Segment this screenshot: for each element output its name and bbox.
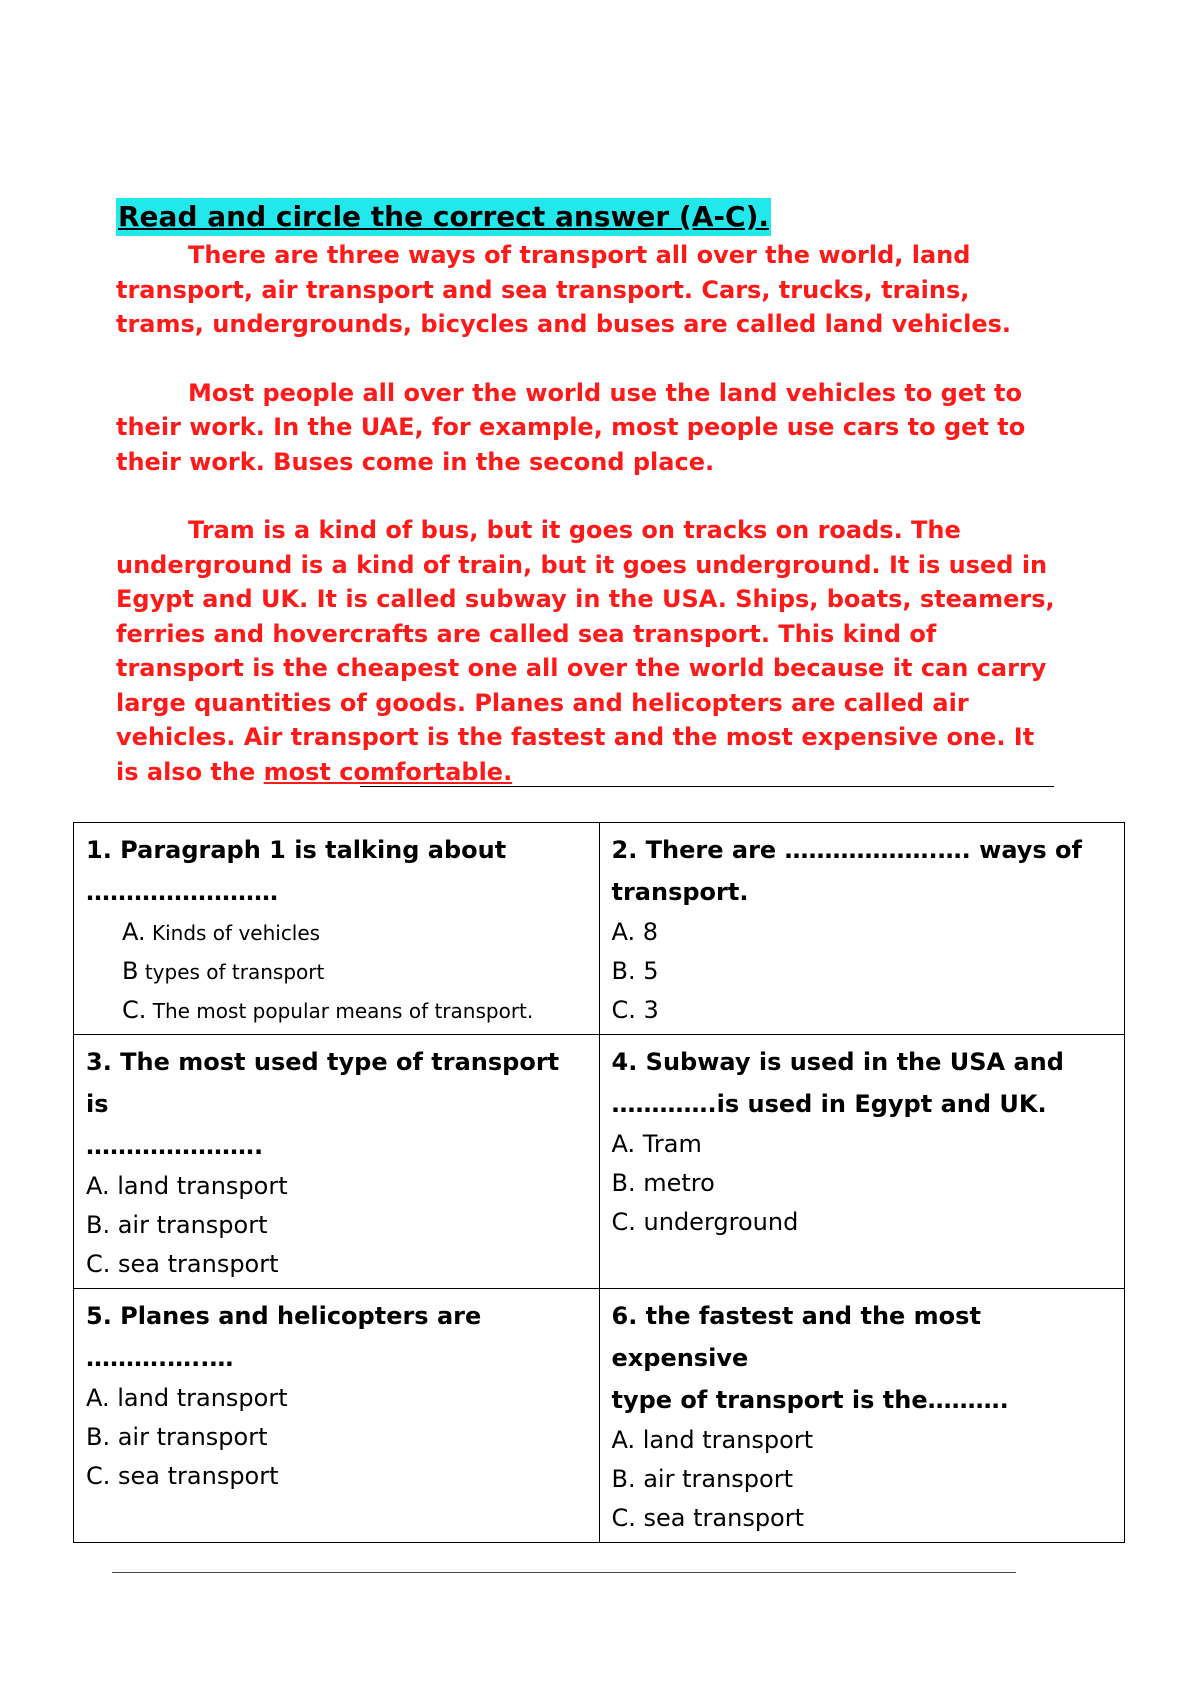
question-5-option-c[interactable]: C. sea transport	[86, 1462, 279, 1490]
question-4-stem: 4. Subway is used in the USA and	[611, 1048, 1064, 1076]
worksheet-heading: Read and circle the correct answer (A-C).	[116, 198, 771, 236]
question-6-cell	[599, 1289, 1125, 1543]
question-6-stem-line-2: type of transport is the……….	[611, 1386, 1009, 1414]
question-2-stem-line-2: transport.	[611, 878, 749, 906]
questions-row-3	[74, 1289, 1125, 1543]
option-text: Kinds of vehicles	[151, 921, 321, 945]
questions-row-2	[74, 1035, 1125, 1289]
question-2-stem-part-1: 2. There are	[611, 836, 777, 864]
question-1-cell	[74, 823, 600, 1035]
passage-paragraph-1: There are three ways of transport all over the world, land transport, air transport and sea transport. Cars, trucks, trains, trams, undergrounds, bicycles and buses are called land vehicles.	[116, 241, 1012, 338]
question-3-option-a[interactable]: A. land transport	[86, 1172, 288, 1200]
question-2-option-c[interactable]: C. 3	[611, 996, 659, 1024]
passage-paragraph-3-end: most comfortable.	[263, 757, 513, 786]
question-3-stem: 3. The most used type of transport is	[86, 1048, 560, 1118]
question-6-option-b[interactable]: B. air transport	[611, 1465, 793, 1493]
question-3-blank: ………………….	[86, 1132, 264, 1160]
question-3-cell	[74, 1035, 600, 1289]
option-text: The most popular means of transport.	[152, 999, 534, 1023]
question-5-blank: ……….…..…	[86, 1344, 234, 1372]
question-1-option-b[interactable]	[86, 952, 587, 991]
question-6-option-a[interactable]: A. land transport	[611, 1426, 814, 1454]
question-4-option-b[interactable]: B. metro	[611, 1169, 715, 1197]
option-letter: B	[122, 957, 139, 985]
question-1-option-a[interactable]	[86, 913, 587, 952]
questions-row-1	[74, 823, 1125, 1035]
question-5-option-b[interactable]: B. air transport	[86, 1423, 268, 1451]
question-5-cell	[74, 1289, 600, 1543]
question-2-stem-part-2: ways of	[979, 836, 1082, 864]
passage-paragraph-2: Most people all over the world use the land vehicles to get to their work. In the UAE, for example, most people use cars to get to their work. Buses come in the second place.	[116, 378, 1026, 476]
question-6-option-c[interactable]: C. sea transport	[611, 1504, 805, 1532]
question-5-option-a[interactable]: A. land transport	[86, 1384, 288, 1412]
question-1-stem: 1. Paragraph 1 is talking about	[86, 836, 507, 864]
question-2-option-b[interactable]: B. 5	[611, 957, 659, 985]
question-2-stem	[612, 829, 1113, 871]
question-2-option-a[interactable]: A. 8	[611, 918, 659, 946]
question-4-option-a[interactable]: A. Tram	[611, 1130, 702, 1158]
question-3-option-b[interactable]: B. air transport	[86, 1211, 268, 1239]
option-letter: A.	[122, 918, 146, 946]
question-3-option-c[interactable]: C. sea transport	[86, 1250, 279, 1278]
questions-table	[73, 822, 1125, 1543]
question-1-blank: ……………………	[86, 878, 278, 906]
question-4-cell	[599, 1035, 1125, 1289]
passage-divider-line	[360, 786, 1054, 787]
question-1-option-c[interactable]	[86, 991, 587, 1030]
question-4-option-c[interactable]: C. underground	[611, 1208, 799, 1236]
question-2-cell	[599, 823, 1125, 1035]
reading-passage	[116, 238, 1056, 789]
question-2-stem-dots: ……………….….	[784, 836, 971, 864]
option-text: types of transport	[144, 960, 325, 984]
question-5-stem: 5. Planes and helicopters are	[86, 1302, 482, 1330]
question-4-stem-line-2: ………….is used in Egypt and UK.	[611, 1090, 1047, 1118]
question-6-stem: 6. the fastest and the most expensive	[611, 1302, 981, 1372]
passage-paragraph-3-main: Tram is a kind of bus, but it goes on tracks on roads. The underground is a kind of train, but it goes underground. It is used in Egypt and UK. It is called subway in the USA. Ships, boats, steamers, ferries and hovercrafts are called sea transport. This kind of transport is the cheapest one all over the world because it can carry large quantities of goods. Planes and helicopters are called air vehicles. Air transport is the fastest and the most expensive one. It is also the	[116, 516, 1055, 786]
option-letter: C.	[122, 996, 147, 1024]
passage-paragraph-3	[116, 513, 1056, 789]
footer-divider-line	[112, 1572, 1016, 1573]
